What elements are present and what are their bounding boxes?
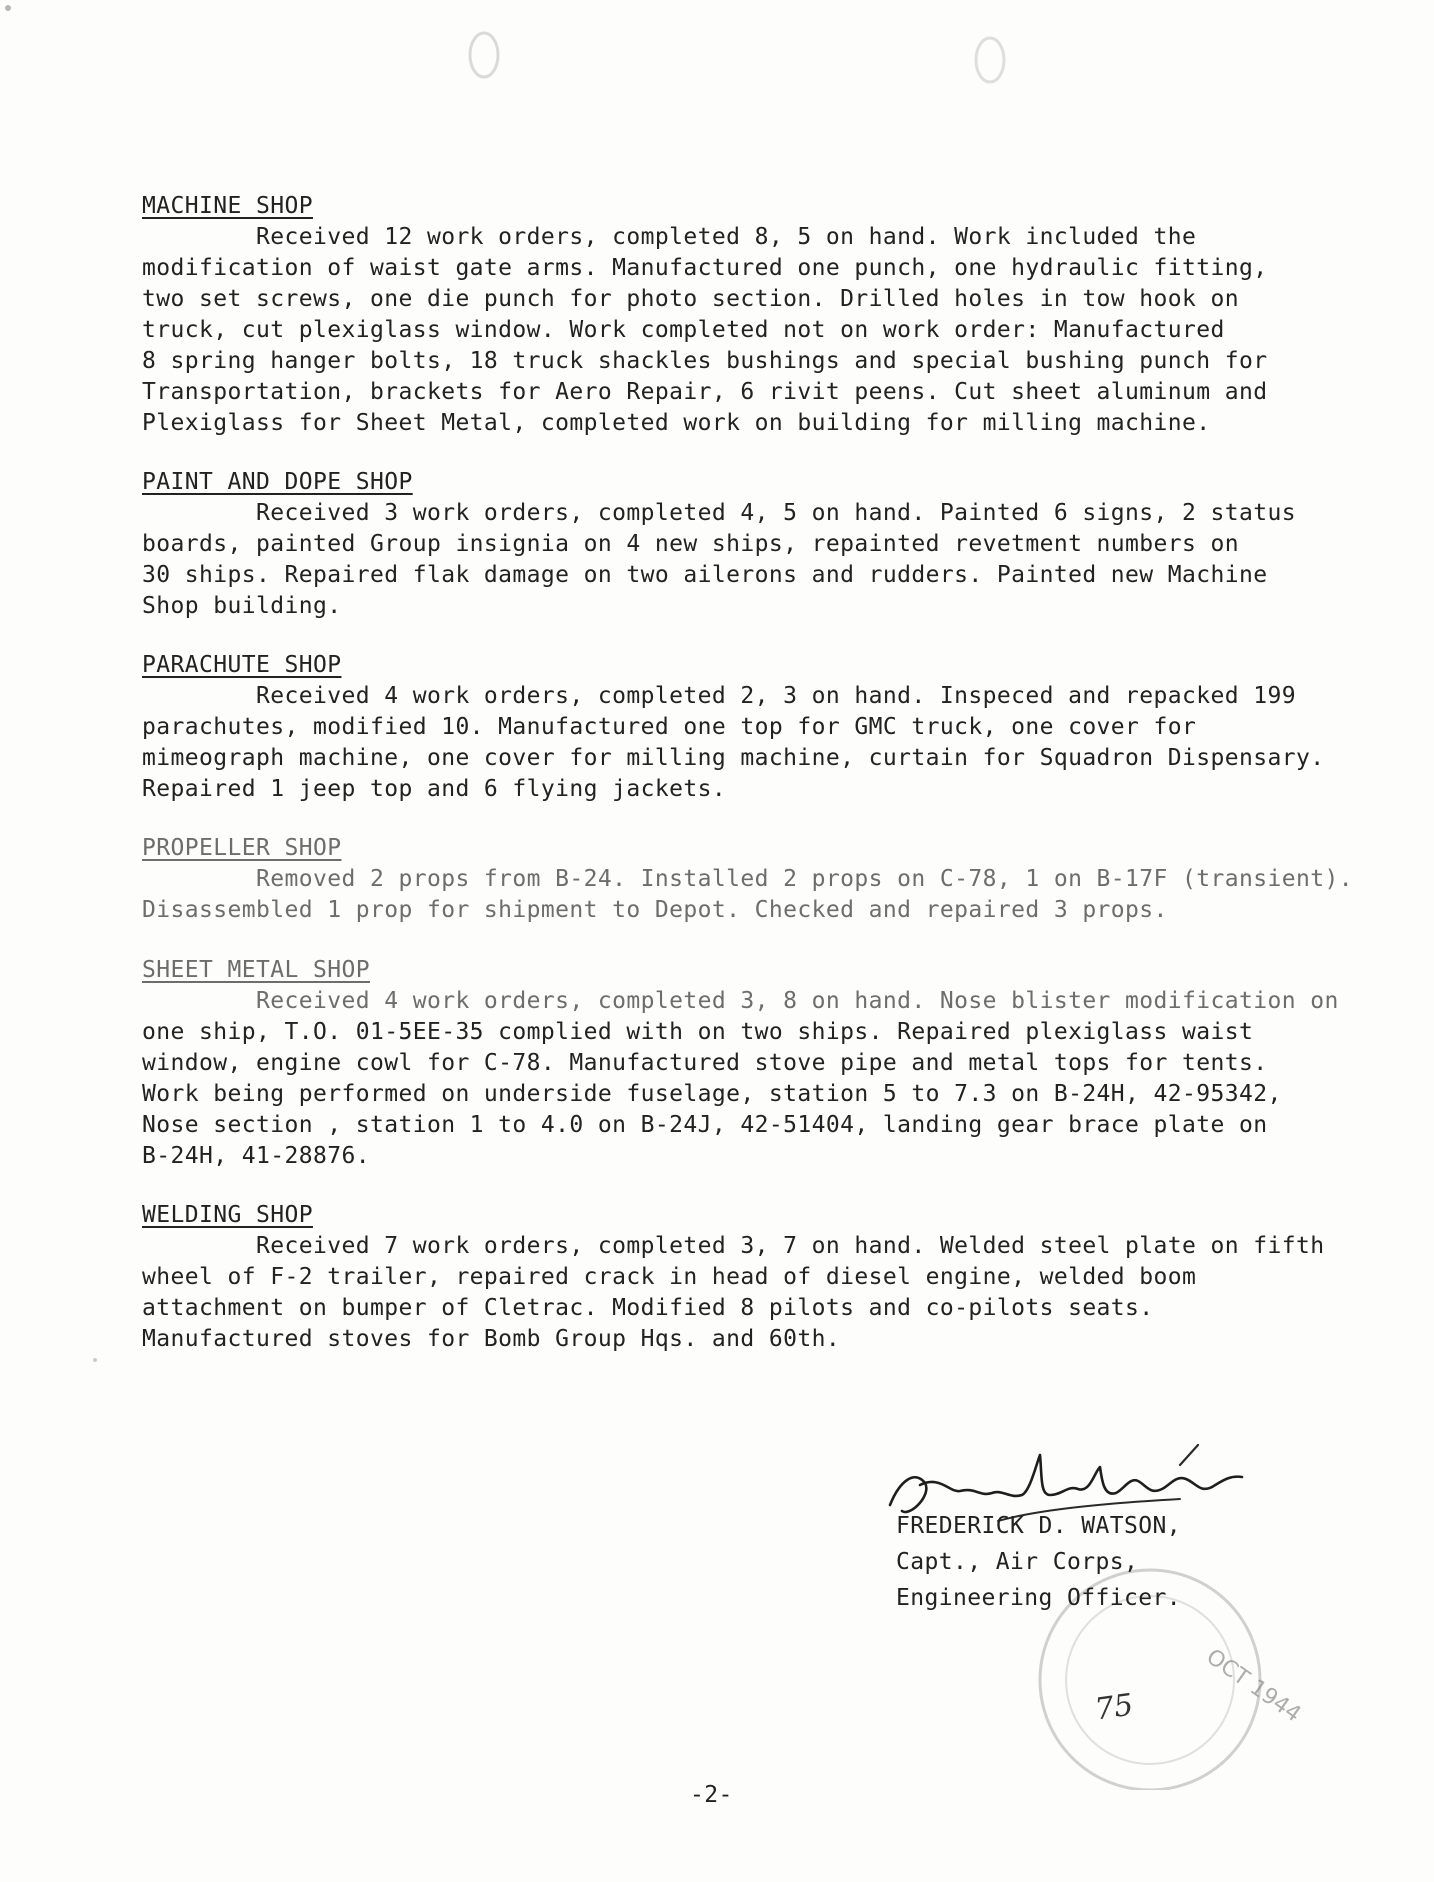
body-line: Nose section , station 1 to 4.0 on B-24J, 42-51404, landing gear brace plate on xyxy=(142,1112,1268,1138)
body-line: Received 12 work orders, completed 8, 5 on hand. Work included the xyxy=(142,224,1197,250)
body-line: modification of waist gate arms. Manufactured one punch, one hydraulic fitting, xyxy=(142,255,1268,281)
officer-rank: Capt., Air Corps, xyxy=(896,1549,1139,1575)
section-sheet-metal-shop xyxy=(142,955,1412,1172)
officer-name: FREDERICK D. WATSON, xyxy=(896,1513,1181,1539)
body-line: Transportation, brackets for Aero Repair, 6 rivit peens. Cut sheet aluminum and xyxy=(142,379,1268,405)
section-paint-and-dope-shop xyxy=(142,467,1412,622)
page-number: -2- xyxy=(690,1782,733,1808)
body-line: truck, cut plexiglass window. Work completed not on work order: Manufactured xyxy=(142,317,1225,343)
body-line: window, engine cowl for C-78. Manufactured stove pipe and metal tops for tents. xyxy=(142,1050,1268,1076)
section-heading: PARACHUTE SHOP xyxy=(142,652,342,678)
section-body xyxy=(142,1231,1412,1355)
body-line: Received 4 work orders, completed 2, 3 on hand. Inspeced and repacked 199 xyxy=(142,683,1297,709)
body-line: Disassembled 1 prop for shipment to Depot. Checked and repaired 3 props. xyxy=(142,897,1168,923)
body-line: Removed 2 props from B-24. Installed 2 props on C-78, 1 on B-17F (transient). xyxy=(142,866,1354,892)
section-body xyxy=(142,986,1412,1172)
section-heading: PAINT AND DOPE SHOP xyxy=(142,469,413,495)
body-line: Received 7 work orders, completed 3, 7 on hand. Welded steel plate on fifth xyxy=(142,1233,1325,1259)
body-line: parachutes, modified 10. Manufactured one top for GMC truck, one cover for xyxy=(142,714,1197,740)
section-heading: SHEET METAL SHOP xyxy=(142,957,370,983)
body-line: one ship, T.O. 01-5EE-35 complied with on two ships. Repaired plexiglass waist xyxy=(142,1019,1254,1045)
body-line: 8 spring hanger bolts, 18 truck shackles bushings and special bushing punch for xyxy=(142,348,1268,374)
body-line: B-24H, 41-28876. xyxy=(142,1143,370,1169)
section-machine-shop xyxy=(142,191,1412,439)
stamp-date: OCT 1944 xyxy=(1201,1644,1306,1728)
body-line: two set screws, one die punch for photo section. Drilled holes in tow hook on xyxy=(142,286,1240,312)
body-line: wheel of F-2 trailer, repaired crack in head of diesel engine, welded boom xyxy=(142,1264,1197,1290)
body-line: mimeograph machine, one cover for milling machine, curtain for Squadron Dispensary. xyxy=(142,745,1325,771)
section-heading: PROPELLER SHOP xyxy=(142,835,342,861)
body-line: attachment on bumper of Cletrac. Modified 8 pilots and co-pilots seats. xyxy=(142,1295,1154,1321)
stamp-number: 75 xyxy=(1092,1687,1136,1728)
section-welding-shop xyxy=(142,1200,1412,1355)
section-parachute-shop xyxy=(142,650,1412,805)
section-heading: MACHINE SHOP xyxy=(142,193,313,219)
section-body xyxy=(142,864,1412,926)
section-body xyxy=(142,498,1412,622)
body-line: Shop building. xyxy=(142,593,342,619)
section-heading: WELDING SHOP xyxy=(142,1202,313,1228)
body-line: Repaired 1 jeep top and 6 flying jackets. xyxy=(142,776,727,802)
body-line: boards, painted Group insignia on 4 new ships, repainted revetment numbers on xyxy=(142,531,1240,557)
body-line: Plexiglass for Sheet Metal, completed work on building for milling machine. xyxy=(142,410,1211,436)
body-line: Received 4 work orders, completed 3, 8 on hand. Nose blister modification on xyxy=(142,988,1339,1014)
body-line: Received 3 work orders, completed 4, 5 on hand. Painted 6 signs, 2 status xyxy=(142,500,1297,526)
body-line: Work being performed on underside fuselage, station 5 to 7.3 on B-24H, 42-95342, xyxy=(142,1081,1282,1107)
signature-block xyxy=(896,1508,1181,1616)
body-line: 30 ships. Repaired flak damage on two ailerons and rudders. Painted new Machine xyxy=(142,562,1268,588)
section-body xyxy=(142,222,1412,439)
officer-title: Engineering Officer. xyxy=(896,1585,1181,1611)
signature-text: Frederick D. Watson xyxy=(880,1425,889,1426)
section-body xyxy=(142,681,1412,805)
section-propeller-shop xyxy=(142,833,1412,926)
body-line: Manufactured stoves for Bomb Group Hqs. and 60th. xyxy=(142,1326,841,1352)
